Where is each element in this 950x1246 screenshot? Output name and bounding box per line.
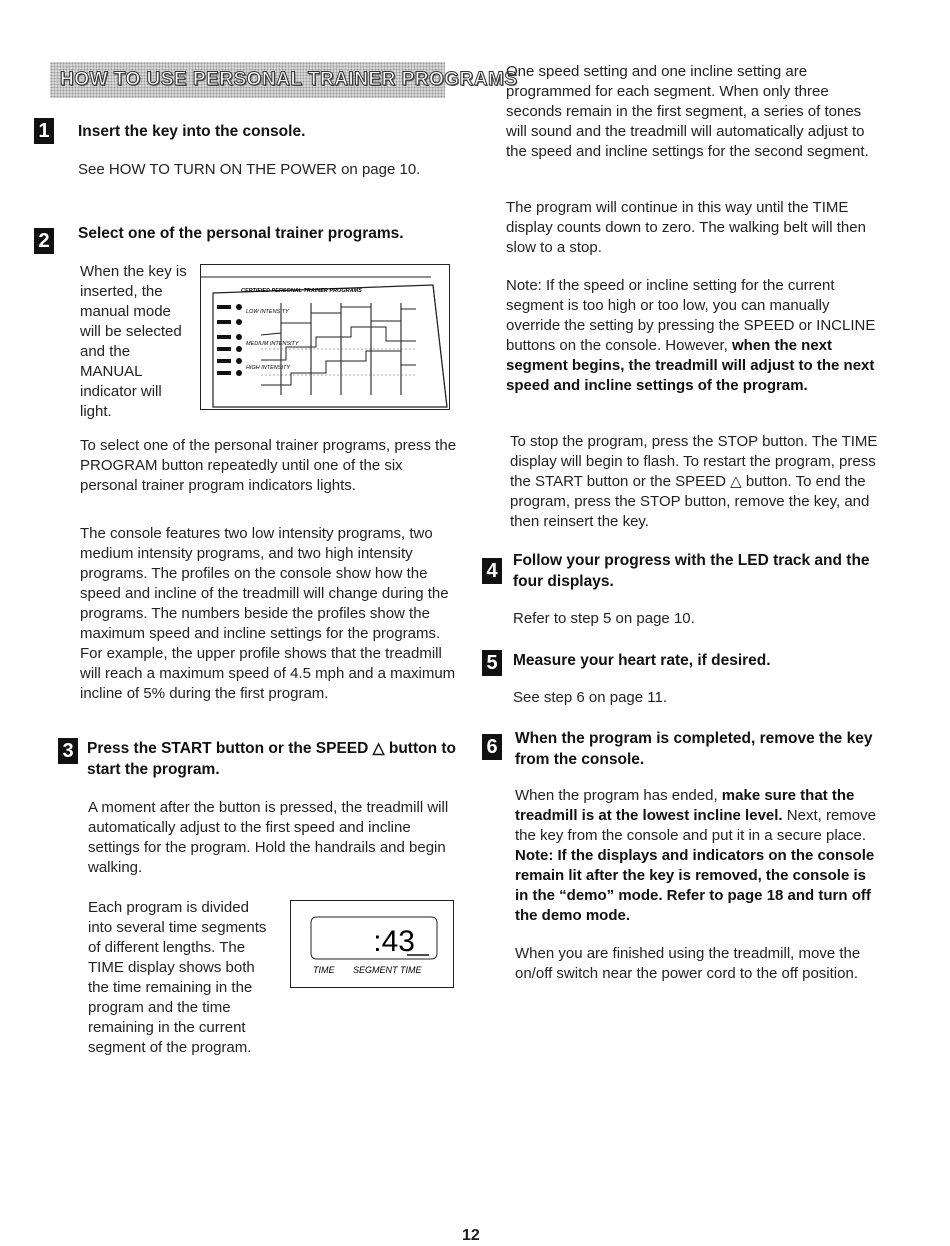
console-illustration xyxy=(201,265,449,409)
step-6-text-b: make sure that the treadmill is at the lowest incline level. xyxy=(515,787,855,824)
step-2-paragraph-2: The console features two low intensity programs, two medium intensity programs, and two high intensity programs. The profiles on the console show how the speed and incline of the treadmill will change during the programs. The numbers beside the profiles show the maximum speed and incline settings for the programs. For example, the upper profile shows that the treadmill will reach a maximum speed of 4.5 mph and a maximum incline of 5% during the first program. xyxy=(80,525,456,702)
page-number: 12 xyxy=(462,1227,480,1244)
right-paragraph-3-bold: when the next segment begins, the treadmill will adjust to the next speed and incline settings of the program. xyxy=(506,337,875,394)
step-4-number: 4 xyxy=(482,558,502,584)
right-paragraph-4: To stop the program, press the STOP button. The TIME display will begin to flash. To restart the program, press the START button or the SPEED △ button. To end the program, press the STOP button, remove the key, and then reinsert the key. xyxy=(510,433,878,530)
step-1-text: See HOW TO TURN ON THE POWER on page 10. xyxy=(78,161,421,178)
page-title: HOW TO USE PERSONAL TRAINER PROGRAMS xyxy=(60,69,518,90)
console-figure xyxy=(200,264,450,410)
step-6-text-a: When the program has ended, xyxy=(515,787,718,804)
right-paragraph-3 xyxy=(506,276,881,396)
step-2-heading: Select one of the personal trainer programs. xyxy=(78,225,404,242)
step-6-text-d: Note: If the displays and indicators on the console remain lit after the key is removed, the console is in the “demo” mode. Refer to page 18 and turn off the demo mode. xyxy=(515,847,875,924)
step-6-text-c: Next, remove the key from the console and put it in a secure place. xyxy=(515,807,876,844)
label-medium-intensity: MEDIUM INTENSITY xyxy=(246,341,299,347)
step-2-wrap-text: When the key is inserted, the manual mode will be selected and the MANUAL indicator will light. xyxy=(80,263,187,420)
label-low-intensity: LOW INTENSITY xyxy=(246,309,289,315)
step-5-text: See step 6 on page 11. xyxy=(513,689,668,706)
step-5-number: 5 xyxy=(482,650,502,676)
step-5-heading: Measure your heart rate, if desired. xyxy=(513,652,771,669)
step-6-heading: When the program is completed, remove the key from the console. xyxy=(515,730,873,768)
step-2-paragraph-1: To select one of the personal trainer programs, press the PROGRAM button repeatedly until one of the six personal trainer program indicators lights. xyxy=(80,437,457,494)
step-3-paragraph-1: A moment after the button is pressed, the treadmill will automatically adjust to the first speed and incline settings for the program. Hold the handrails and begin walking. xyxy=(88,799,449,876)
step-6-paragraph-1 xyxy=(515,786,880,926)
step-4-text: Refer to step 5 on page 10. xyxy=(513,610,695,627)
label-high-intensity: HIGH INTENSITY xyxy=(246,365,291,371)
step-3-wrap-text: Each program is divided into several time segments of different lengths. The TIME display shows both the time remaining in the program and the time remaining in the current segment of the program. xyxy=(88,899,267,1056)
step-3-heading: Press the START button or the SPEED △ button to start the program. xyxy=(87,740,456,778)
step-6-number: 6 xyxy=(482,734,502,760)
step-6-paragraph-2: When you are finished using the treadmill, move the on/off switch near the power cord to the off position. xyxy=(515,945,861,982)
time-display-illustration xyxy=(291,901,453,987)
step-1-number: 1 xyxy=(34,118,54,144)
right-paragraph-3-normal: Note: If the speed or incline setting for the current segment is too high or too low, you can manually override the setting by pressing the SPEED or INCLINE buttons on the console. However, xyxy=(506,277,876,354)
time-label: TIME xyxy=(313,965,335,975)
right-paragraph-1: One speed setting and one incline setting are programmed for each segment. When only three seconds remain in the first segment, a series of tones will sound and the treadmill will automatically adjust to the speed and incline settings for the second segment. xyxy=(506,63,869,160)
right-paragraph-2: The program will continue in this way until the TIME display counts down to zero. The walking belt will then slow to a stop. xyxy=(506,199,866,256)
time-digits: :43 xyxy=(373,925,415,958)
step-2-number: 2 xyxy=(34,228,54,254)
console-header: CERTIFIED PERSONAL TRAINER PROGRAMS xyxy=(241,288,362,294)
step-1-heading: Insert the key into the console. xyxy=(78,123,306,140)
step-3-number: 3 xyxy=(58,738,78,764)
segment-time-label: SEGMENT TIME xyxy=(353,965,422,975)
step-4-heading: Follow your progress with the LED track and the four displays. xyxy=(513,552,870,590)
time-display-figure xyxy=(290,900,454,988)
